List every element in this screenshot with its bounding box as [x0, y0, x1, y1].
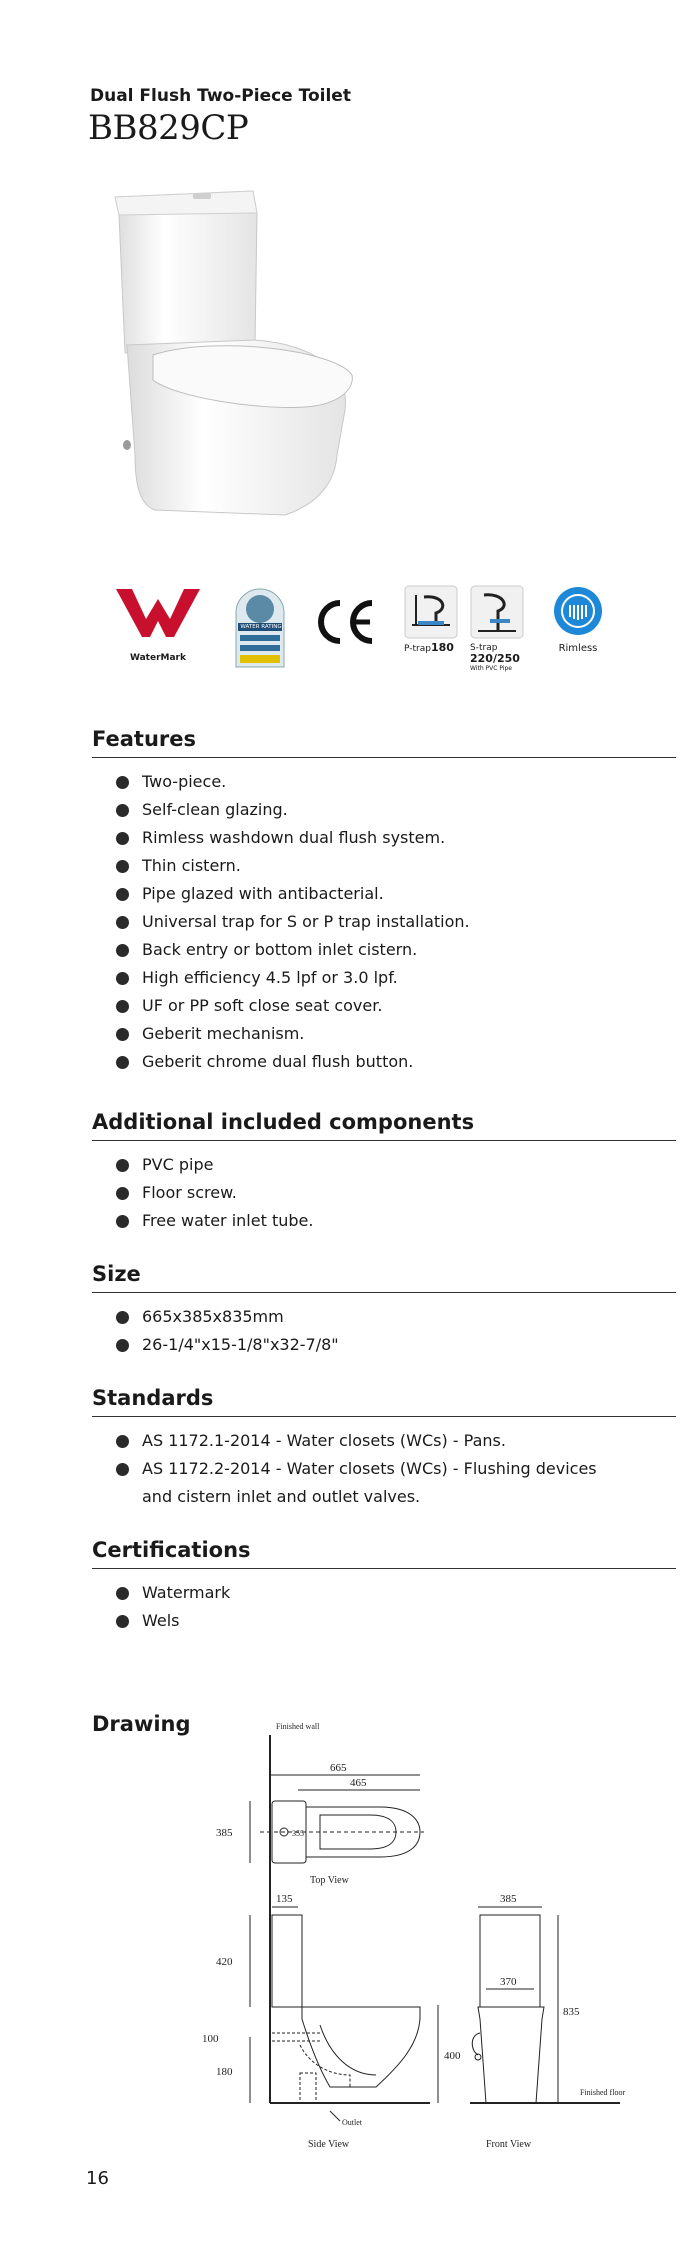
s-trap-icon — [470, 585, 524, 639]
features-section — [92, 727, 676, 1076]
list-item: Self-clean glazing. — [116, 796, 676, 824]
certification-icons-row — [0, 585, 684, 685]
s-trap-value: 220/250 — [470, 652, 520, 665]
s-trap-label: S-trap — [470, 643, 498, 653]
list-item: Free water inlet tube. — [116, 1207, 676, 1235]
dim-465: 465 — [350, 1777, 367, 1789]
dim-835: 835 — [563, 2006, 580, 2018]
size-section — [92, 1262, 676, 1359]
list-item: High efficiency 4.5 lpf or 3.0 lpf. — [116, 964, 676, 992]
technical-drawing — [180, 1715, 680, 2155]
list-item: Geberit mechanism. — [116, 1020, 676, 1048]
dim-355: 355 — [292, 1829, 304, 1838]
list-item: Pipe glazed with antibacterial. — [116, 880, 676, 908]
watermark-label: WaterMark — [130, 653, 186, 663]
certifications-section — [92, 1538, 676, 1635]
dim-420: 420 — [216, 1956, 233, 1968]
dim-385-front: 385 — [500, 1893, 517, 1905]
standards-section — [92, 1386, 676, 1511]
product-subtitle: Dual Flush Two-Piece Toilet — [90, 86, 351, 106]
components-list — [92, 1151, 676, 1235]
finished-wall-label: Finished wall — [276, 1722, 320, 1731]
s-trap-badge — [470, 585, 530, 673]
p-trap-icon — [404, 585, 458, 639]
certifications-title: Certifications — [92, 1538, 676, 1569]
dim-180: 180 — [216, 2066, 233, 2078]
list-item-line: and cistern inlet and outlet valves. — [142, 1487, 421, 1506]
ce-mark — [312, 597, 378, 651]
list-item: AS 1172.1-2014 - Water closets (WCs) - Pans. — [116, 1427, 676, 1455]
list-item: Thin cistern. — [116, 852, 676, 880]
dim-100: 100 — [202, 2033, 219, 2045]
list-item: Back entry or bottom inlet cistern. — [116, 936, 676, 964]
p-trap-badge — [404, 585, 460, 654]
ce-mark-icon — [312, 597, 378, 647]
list-item: 665x385x835mm — [116, 1303, 676, 1331]
list-item: 26-1/4"x15-1/8"x32-7/8" — [116, 1331, 676, 1359]
rimless-badge — [548, 585, 608, 654]
s-trap-note: With PVC Pipe — [470, 665, 513, 672]
dim-400: 400 — [444, 2050, 461, 2062]
list-item: Universal trap for S or P trap installation. — [116, 908, 676, 936]
drawing-title: Drawing — [92, 1712, 191, 1736]
standards-title: Standards — [92, 1386, 676, 1417]
dim-135: 135 — [276, 1893, 293, 1905]
wels-label: WATER RATING — [240, 624, 282, 630]
list-item: Floor screw. — [116, 1179, 676, 1207]
rimless-icon — [552, 585, 604, 637]
list-item: Geberit chrome dual flush button. — [116, 1048, 676, 1076]
product-model: BB829CP — [88, 108, 249, 148]
list-item: Two-piece. — [116, 768, 676, 796]
dim-385-top: 385 — [216, 1827, 233, 1839]
dim-665: 665 — [330, 1762, 347, 1774]
rimless-label: Rimless — [558, 643, 598, 654]
page-number: 16 — [86, 2168, 109, 2189]
front-view-label: Front View — [486, 2139, 532, 2150]
list-item-line: AS 1172.2-2014 - Water closets (WCs) - Flushing devices — [142, 1459, 597, 1478]
watermark-logo — [112, 585, 204, 663]
p-trap-label: P-trap180 — [404, 641, 454, 654]
list-item — [116, 1455, 676, 1511]
list-item: PVC pipe — [116, 1151, 676, 1179]
finished-floor-label: Finished floor — [580, 2088, 626, 2097]
list-item: Rimless washdown dual flush system. — [116, 824, 676, 852]
list-item: Wels — [116, 1607, 676, 1635]
outlet-label: Outlet — [342, 2118, 362, 2127]
components-section — [92, 1110, 676, 1235]
size-title: Size — [92, 1262, 676, 1293]
list-item: UF or PP soft close seat cover. — [116, 992, 676, 1020]
top-view-label: Top View — [310, 1875, 349, 1886]
list-item: Watermark — [116, 1579, 676, 1607]
features-title: Features — [92, 727, 676, 758]
standards-list — [92, 1427, 676, 1511]
components-title: Additional included components — [92, 1110, 676, 1141]
wels-rating-badge — [232, 585, 288, 673]
watermark-icon — [112, 585, 204, 655]
toilet-product-image — [105, 185, 365, 520]
dim-370: 370 — [500, 1976, 517, 1988]
features-list — [92, 768, 676, 1076]
side-view-label: Side View — [308, 2139, 350, 2150]
size-list — [92, 1303, 676, 1359]
certifications-list — [92, 1579, 676, 1635]
